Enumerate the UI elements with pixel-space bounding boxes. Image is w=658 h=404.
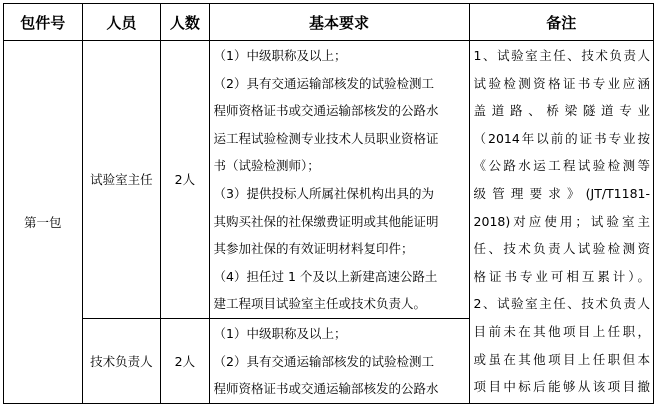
- header-row: [4, 4, 654, 41]
- count-cell: 2人: [161, 318, 209, 403]
- note-line: 级管理要求》(JT/T1181-: [473, 185, 650, 201]
- note-line: 目前未在其他项目上任职，: [473, 323, 650, 339]
- requirement-line: （1）中级职称及以上；: [213, 325, 347, 341]
- header-count: 人数: [161, 4, 209, 41]
- requirement-line: 程师资格证书或交通运输部核发的公路水: [213, 103, 439, 119]
- role-cell: 试验室主任: [82, 41, 161, 319]
- note-line: 或虽在其他项目上任职但本: [473, 351, 650, 367]
- header-personnel: 人员: [82, 4, 161, 41]
- requirement-line: 书（试验检测师）；: [213, 158, 320, 174]
- header-requirements: 基本要求: [209, 4, 469, 41]
- note-line: 试验检测资格证书专业应涵: [473, 75, 650, 91]
- requirement-line: （1）中级职称及以上；: [213, 48, 347, 63]
- requirement-line: 运工程试验检测专业技术人员职业资格证: [213, 130, 439, 146]
- note-line: 《公路水运工程试验检测等: [473, 158, 650, 174]
- role-cell: 技术负责人: [82, 318, 161, 403]
- requirement-line: （3）提供投标人所属社保机构出具的为: [213, 185, 435, 201]
- note-line: （2014年以前的证书专业按: [473, 130, 650, 146]
- note-line: 格证书专业可相互累计）。: [473, 268, 650, 284]
- requirement-line: （4）担任过 1 个及以上新建高速公路土: [213, 268, 438, 284]
- requirement-line: 程师资格证书或交通运输部核发的公路水: [213, 381, 439, 397]
- note-line: 任、技术负责人试验检测资: [473, 241, 650, 257]
- requirement-line: 其购买社保的社保缴费证明或其他能证明: [213, 213, 439, 229]
- header-package: 包件号: [4, 4, 83, 41]
- requirement-line: （2）具有交通运输部核发的试验检测工: [213, 75, 435, 91]
- notes-cell: [469, 41, 653, 404]
- note-line: 项目中标后能够从该项目撤: [473, 379, 650, 395]
- table-row: [4, 41, 654, 319]
- note-line: 盖道路、桥梁隧道专业: [473, 103, 650, 119]
- note-line: 1、试验室主任、技术负责人: [473, 48, 650, 63]
- header-notes: 备注: [469, 4, 653, 41]
- requirement-line: （2）具有交通运输部核发的试验检测工: [213, 353, 435, 369]
- staffing-requirements-table: [3, 3, 654, 404]
- requirements-cell: [209, 41, 469, 319]
- package-cell: 第一包: [4, 41, 83, 404]
- count-cell: 2人: [161, 41, 209, 319]
- requirements-cell: [209, 318, 469, 403]
- requirement-line: 其参加社保的有效证明材料复印件；: [213, 241, 414, 257]
- requirement-line: 建工程项目试验室主任或技术负责人。: [213, 296, 427, 312]
- note-line: 2、试验室主任、技术负责人: [473, 296, 650, 312]
- note-line: 2018)对应使用；试验室主: [473, 213, 650, 229]
